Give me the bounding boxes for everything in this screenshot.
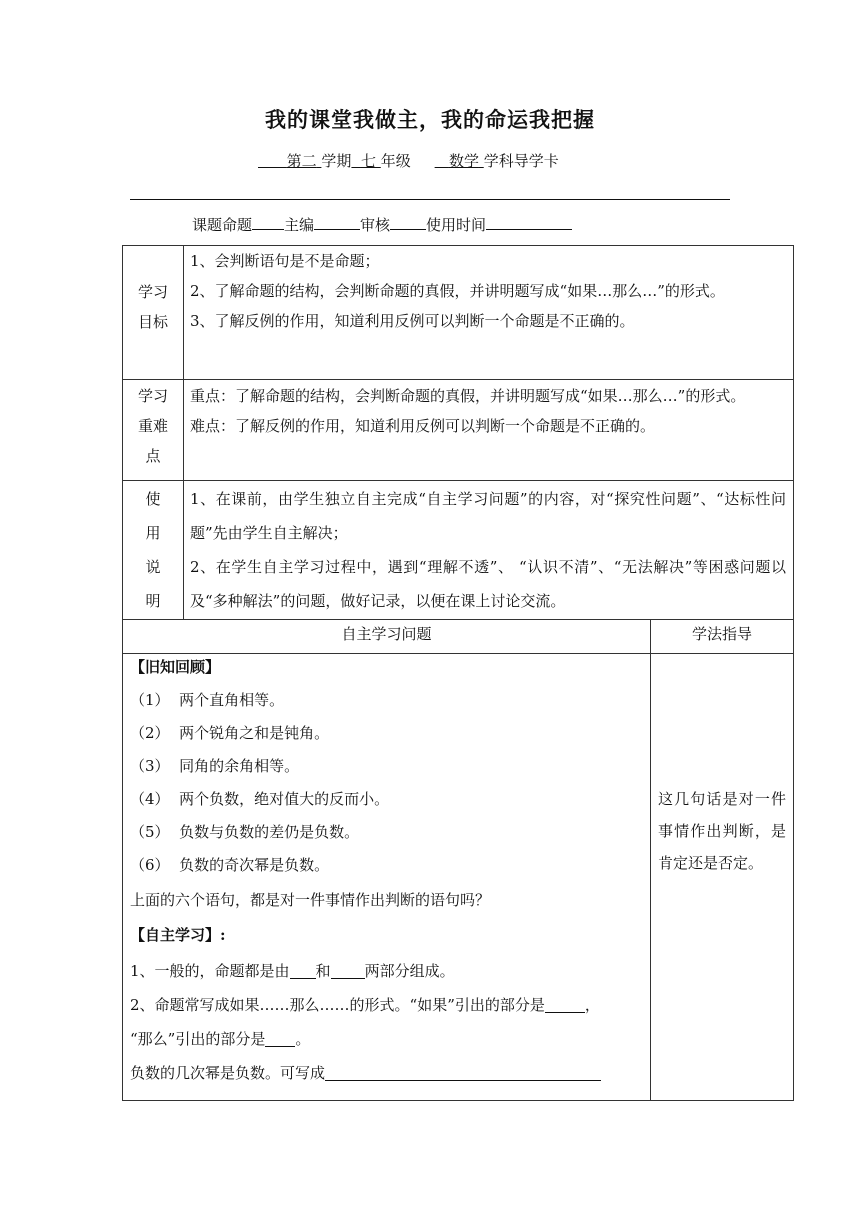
usage-time-blank: [486, 215, 572, 230]
review-item: （1） 两个直角相等。: [130, 691, 285, 709]
table-divider: [122, 480, 794, 481]
page-title: 我的课堂我做主，我的命运我把握: [265, 107, 595, 132]
review-heading: 【旧知回顾】: [130, 658, 221, 676]
reviewer-blank: [390, 215, 426, 230]
header-self-study: 自主学习问题: [341, 625, 432, 643]
editor-blank: [314, 215, 360, 230]
key-points-text: [190, 381, 786, 441]
review-question: 上面的六个语句，都是对一件事情作出判断的语句吗？: [130, 891, 491, 909]
subtitle: [258, 150, 559, 171]
question-3: 负数的几次幂是负数。可写成: [130, 1062, 601, 1083]
topic-label: 课题命题: [192, 216, 253, 234]
table-divider: [183, 245, 184, 619]
review-item: （4） 两个负数，绝对值大的反而小。: [130, 790, 390, 808]
table-divider: [122, 653, 794, 654]
usage-time-label: 使用时间: [426, 216, 487, 234]
objective-item: 1、会判断语句是不是命题；: [190, 252, 380, 270]
topic-blank: [252, 215, 284, 230]
reviewer-label: 审核: [360, 216, 391, 234]
self-study-heading: 【自主学习】:: [130, 926, 226, 944]
objective-item: 3、了解反例的作用，知道利用反例可以判断一个命题是不正确的。: [190, 312, 635, 330]
key-focus: 重点：了解命题的结构，会判断命题的真假，并讲明题写成“如果…那么…”的形式。: [190, 387, 746, 405]
usage-label: 使 用 说 明: [145, 490, 161, 610]
review-item: （2） 两个锐角之和是钝角。: [130, 724, 330, 742]
objectives-label: 学习 目标: [137, 283, 168, 331]
term-value: 第二: [286, 152, 317, 170]
key-points-label: 学习 重难 点: [137, 387, 168, 465]
answer-blank[interactable]: [265, 1030, 295, 1047]
guidance-text: 这几句话是对一件事情作出判断，是肯定还是否定。: [658, 790, 786, 872]
subject-value: 数学: [448, 152, 479, 170]
self-study-content: [130, 656, 645, 1096]
answer-blank[interactable]: [545, 996, 585, 1013]
table-divider: [122, 619, 794, 620]
answer-blank[interactable]: [331, 962, 365, 979]
objectives-text: [190, 246, 786, 336]
review-item: （3） 同角的余角相等。: [130, 757, 300, 775]
header-guidance: 学法指导: [691, 625, 752, 643]
meta-line: [192, 214, 572, 235]
usage-item: 2、在学生自主学习过程中，遇到“理解不透”、 “认识不清”、“无法解决”等困惑问题以及“多种解法”的问题，做好记录，以便在课上讨论交流。: [190, 558, 786, 610]
table-divider: [650, 619, 651, 1101]
term-suffix: 学期: [321, 152, 352, 170]
header-separator: [130, 199, 730, 200]
editor-label: 主编: [284, 216, 315, 234]
answer-blank[interactable]: [325, 1064, 601, 1081]
usage-item: 1、在课前，由学生独立自主完成“自主学习问题”的内容，对“探究性问题”、“达标性问题”先由学生自主解决；: [190, 490, 786, 542]
review-item: （5） 负数与负数的差仍是负数。: [130, 823, 360, 841]
question-2: 2、命题常写成如果……那么……的形式。“如果”引出的部分是 ，: [130, 996, 600, 1014]
question-1: 1、一般的，命题都是由 和 两部分组成。: [130, 962, 455, 980]
question-2-cont: “那么”引出的部分是 。: [130, 1030, 311, 1048]
objective-item: 2、了解命题的结构，会判断命题的真假，并讲明题写成“如果…那么…”的形式。: [190, 282, 725, 300]
card-name: 学科导学卡: [483, 152, 559, 170]
answer-blank[interactable]: [290, 962, 316, 979]
grade-suffix: 年级: [380, 152, 411, 170]
table-divider: [122, 379, 794, 380]
review-item: （6） 负数的奇次幂是负数。: [130, 856, 330, 874]
usage-text: [190, 482, 786, 618]
key-difficulty: 难点：了解反例的作用，知道利用反例可以判断一个命题是不正确的。: [190, 417, 656, 435]
grade-value: 七: [360, 152, 376, 170]
